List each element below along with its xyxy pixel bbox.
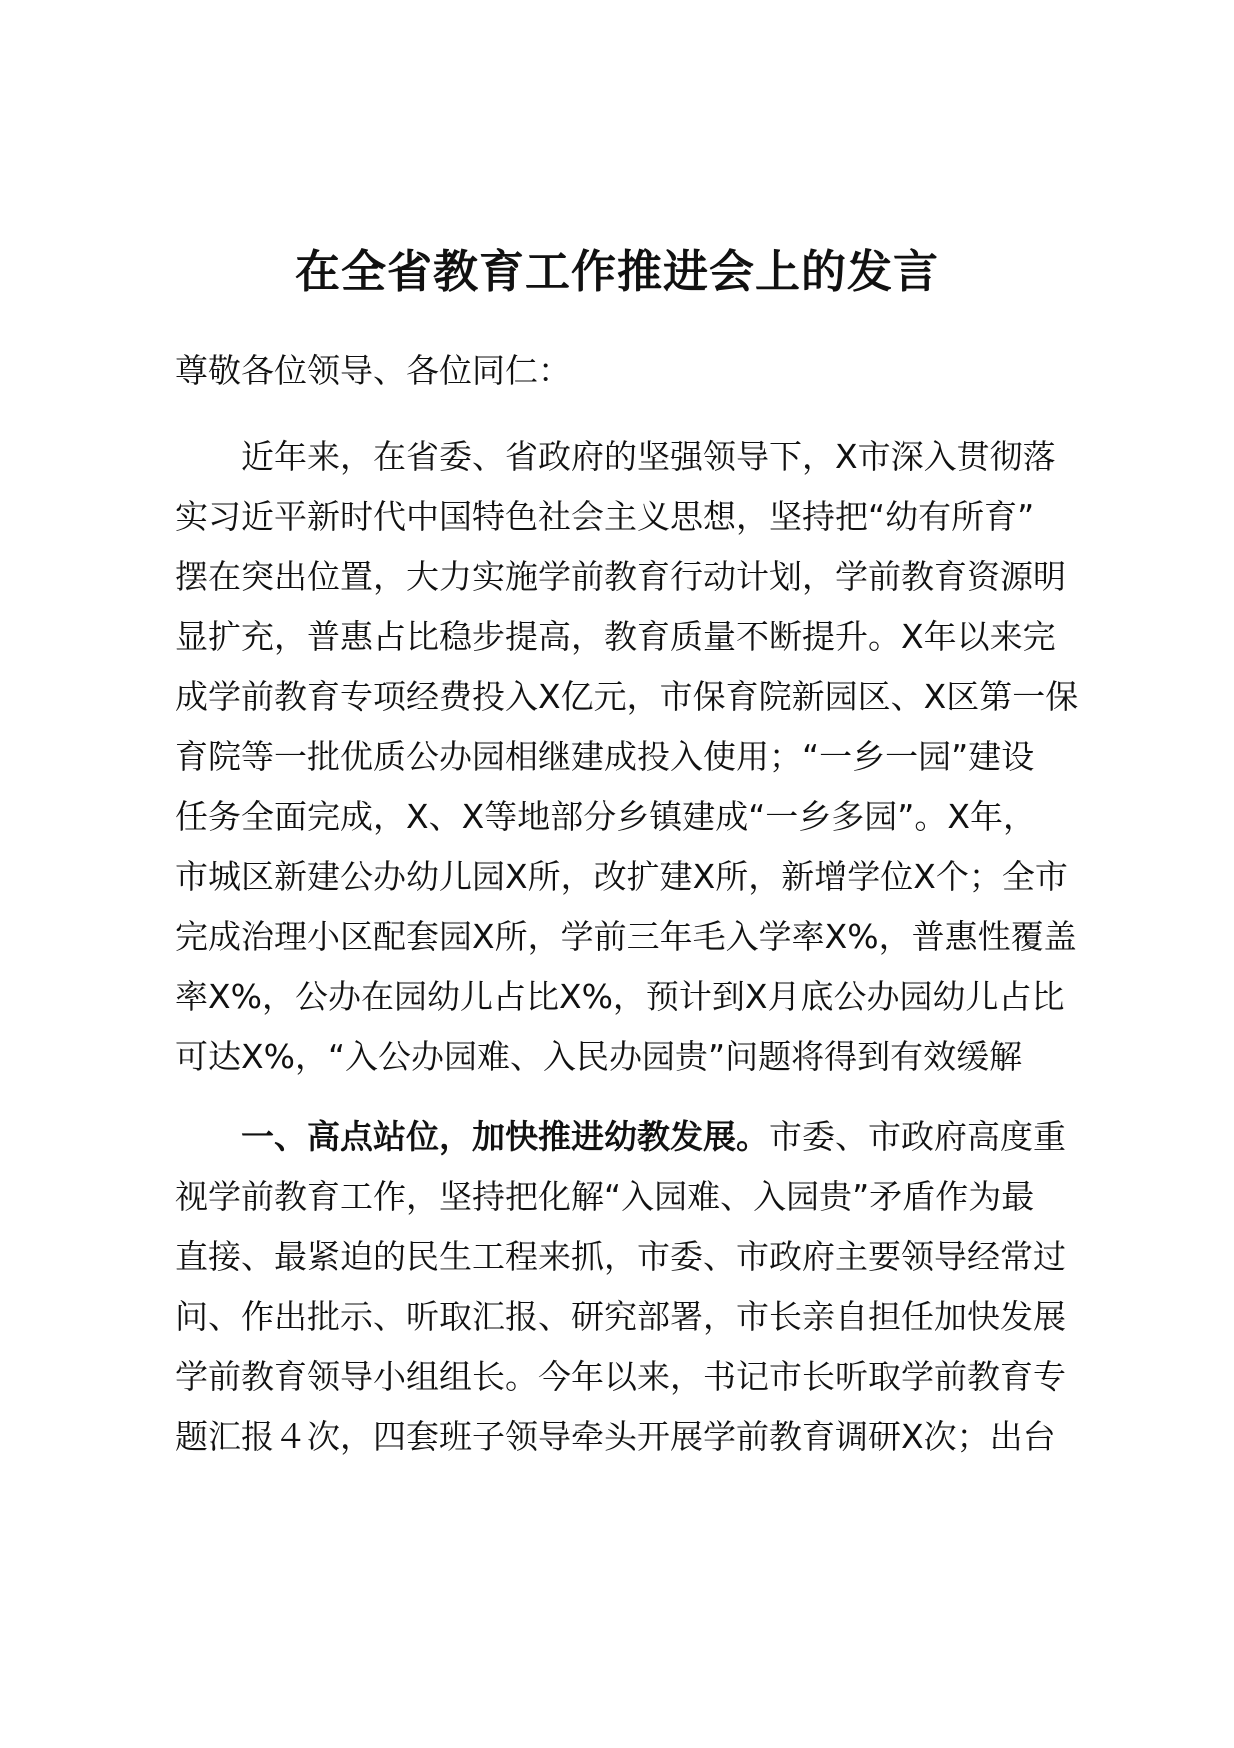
paragraph-line: 学前教育领导小组组长。今年以来，书记市长听取学前教育专 <box>175 1357 1066 1396</box>
paragraph-section-one <box>175 1107 1105 1467</box>
paragraph-line: 题汇报４次，四套班子领导牵头开展学前教育调研X次；出台 <box>175 1417 1056 1456</box>
paragraph-line: 视学前教育工作，坚持把化解“入园难、入园贵”矛盾作为最 <box>175 1177 1035 1216</box>
paragraph-intro <box>175 427 1105 1087</box>
paragraph-line: 显扩充，普惠占比稳步提高，教育质量不断提升。X年以来完 <box>175 617 1056 656</box>
paragraph-line: 问、作出批示、听取汇报、研究部署，市长亲自担任加快发展 <box>175 1297 1066 1336</box>
paragraph-line: 任务全面完成，X、X等地部分乡镇建成“一乡多园”。X年， <box>175 797 1037 836</box>
section-first-line-text: 市委、市政府高度重 <box>769 1117 1066 1156</box>
paragraph-line: 可达X%，“入公办园难、入民办园贵”问题将得到有效缓解 <box>175 1037 1023 1076</box>
paragraph-line: 率X%，公办在园幼儿占比X%，预计到X月底公办园幼儿占比 <box>175 977 1065 1016</box>
paragraph-line: 直接、最紧迫的民生工程来抓，市委、市政府主要领导经常过 <box>175 1237 1066 1276</box>
paragraph-line <box>175 1107 1105 1167</box>
paragraph-line: 实习近平新时代中国特色社会主义思想，坚持把“幼有所育” <box>175 497 1035 536</box>
document-title: 在全省教育工作推进会上的发言 <box>294 245 939 298</box>
paragraph-line: 完成治理小区配套园X所，学前三年毛入学率X%，普惠性覆盖 <box>175 917 1077 956</box>
salutation: 尊敬各位领导、各位同仁： <box>175 351 571 390</box>
section-heading: 一、高点站位，加快推进幼教发展。 <box>241 1117 769 1156</box>
paragraph-line: 成学前教育专项经费投入X亿元，市保育院新园区、X区第一保 <box>175 677 1079 716</box>
paragraph-line: 摆在突出位置，大力实施学前教育行动计划，学前教育资源明 <box>175 557 1066 596</box>
paragraph-line: 育院等一批优质公办园相继建成投入使用；“一乡一园”建设 <box>175 737 1035 776</box>
paragraph-line: 市城区新建公办幼儿园X所，改扩建X所，新增学位X个；全市 <box>175 857 1068 896</box>
paragraph-line: 近年来，在省委、省政府的坚强领导下，X市深入贯彻落 <box>241 437 1056 476</box>
